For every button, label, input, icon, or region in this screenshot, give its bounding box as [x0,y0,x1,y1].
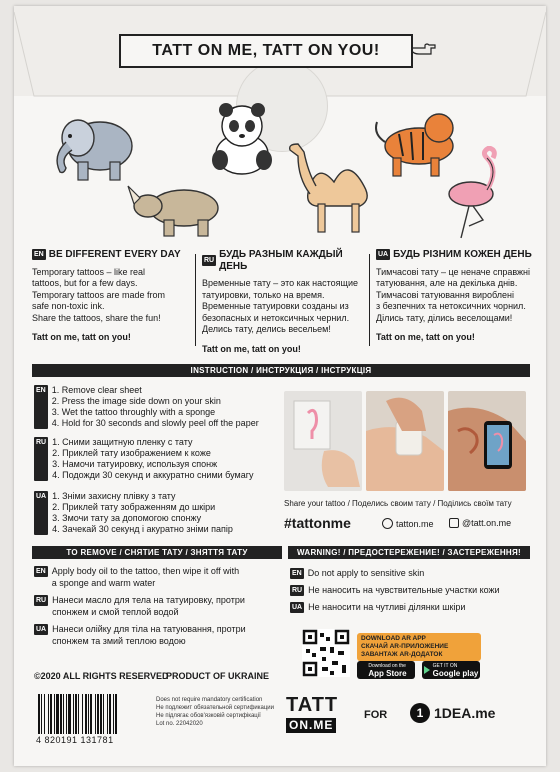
body-line: Temporary tattoos are made from [32,289,166,300]
header-box [119,34,413,68]
column-ru-footer: Tatt on me, tatt on you! [202,343,301,354]
photo-remove-sheet [284,391,362,491]
barcode-bar [78,694,79,734]
barcode-bar [115,694,117,734]
body-line: Ділись тату, ділись веселощами! [376,312,513,323]
body-line: Временные татуировки созданы из [202,301,349,311]
column-ua-footer: Tatt on me, tatt on you! [376,332,475,342]
cert-line: Не підлягає обов'язковій сертифікації [156,713,261,719]
app-store-button[interactable] [357,661,415,679]
lang-tag-en: EN [34,385,48,429]
header [119,34,419,70]
remove-line: спонжем та змий теплою водою [52,635,186,646]
barcode-bar [41,694,42,734]
barcode-bar [50,694,52,734]
body-line: Тимчасові тату – це неначе справжні [376,266,531,277]
download-ar-banner[interactable] [357,633,481,661]
googleplay-label: Google play [432,669,479,678]
hashtag: #tattonme [284,515,351,531]
barcode-bar [85,694,87,734]
photo-wet-sponge [366,391,444,491]
logo-top: TATT [286,694,339,716]
instagram-link[interactable] [449,518,511,528]
barcode-bar [44,694,45,734]
barcode-bar [107,694,108,734]
remove-line: Нанеси олійку для тіла на татуювання, протри [52,624,246,634]
remove-band: TO REMOVE / СНЯТИЕ ТАТУ / ЗНЯТТЯ ТАТУ [32,546,282,559]
steps-ru [34,437,254,481]
lang-tag-en: EN [36,568,46,575]
remove-item-ru [34,595,284,618]
lang-tag-ru: RU [34,437,48,481]
tattoo-package-back [14,6,546,766]
step-line: 1. Сними защитную пленку с тату [52,437,193,447]
column-en-title-row [32,249,202,261]
cert-line: Не подлежит обязательной сертификации [156,705,274,711]
barcode-bar [100,694,102,734]
step-line: 4. Hold for 30 seconds and slowly peel off the paper [51,418,259,428]
pointing-hand-icon [411,40,437,60]
photo-ar-app [448,391,526,491]
column-ua [376,249,546,344]
panda-illustration [204,98,279,178]
instagram-handle: @tatt.on.me [462,518,512,528]
barcode-bar [103,694,104,734]
remove-line: a sponge and warm water [51,577,156,588]
lang-tag-ua: UA [378,251,389,259]
step-line: 2. Press the image side down on your skin [51,396,221,406]
body-line: Share the tattoos, share the fun! [32,312,161,323]
barcode-bar [73,694,74,734]
column-en-title: BE DIFFERENT EVERY DAY [48,249,181,260]
warning-item-ua [290,602,534,613]
column-divider [369,254,370,346]
download-line: СКАЧАЙ AR-ПРИЛОЖЕНИЕ [361,643,449,650]
barcode-bar [48,694,49,734]
step-line: 3. Намочи татуировку, используя спонж [52,459,218,469]
warning-text: Не наносить на чувствительные участки кожи [308,585,500,595]
barcode-bar [97,694,99,734]
column-ru-title-row [202,249,372,272]
column-en-footer: Tatt on me, tatt on you! [32,332,131,342]
instagram-icon [449,518,459,528]
barcode-bar [38,694,40,734]
google-play-button[interactable] [422,661,480,679]
warning-text: Не наносити на чутливі ділянки шкіри [308,602,466,612]
origin: PRODUCT OF UKRAINE [166,671,269,681]
column-ua-body [376,267,546,325]
step-line: 2. Приклей тату зображенням до шкіри [52,502,216,512]
barcode-bar [63,694,64,734]
column-ua-title: БУДЬ РІЗНИМ КОЖЕН ДЕНЬ [393,249,532,260]
barcode-bar [88,694,89,734]
download-line: ЗАВАНТАЖ AR-ДОДАТОК [361,651,443,658]
barcode-bar [75,694,77,734]
barcode-bar [56,694,59,734]
barcode-bar [68,694,71,734]
body-line: Тимчасові татуювання вироблені [376,289,514,300]
column-en [32,249,202,344]
download-line: DOWNLOAD AR APP [361,635,426,642]
body-line: tattoos, but for a few days. [32,278,138,288]
share-caption: Share your tattoo / Поделись своим тату / Поділись своїм тату [284,499,512,508]
step-line: 2. Приклей тату изображением к коже [52,448,211,458]
step-line: 4. Подожди 30 секунд и аккуратно сними бумагу [52,470,254,480]
column-divider [195,254,196,346]
body-line: безопасных и нетоксичных чернил. [202,312,350,323]
step-line: 3. Змочи тату за допомогою спонжу [52,513,202,523]
lang-tag-ua: UA [34,491,48,535]
column-ru [202,249,372,355]
column-ru-title: БУДЬ РАЗНЫМ КАЖДЫЙ ДЕНЬ [219,249,343,272]
certification-text [156,696,274,728]
lang-tag-ru: RU [292,587,303,594]
lang-tag-ua: UA [292,604,303,611]
partner-name: 1DEA.me [434,705,496,721]
barcode-bar [113,694,114,734]
body-line: Temporary tattoos – like real [32,266,146,277]
barcode-bar [95,694,96,734]
appstore-label: App Store [368,669,407,678]
lang-tag-ua: UA [36,626,47,633]
flamingo-illustration [439,146,509,241]
warning-text: Do not apply to sensitive skin [307,568,425,578]
lang-tag-en: EN [292,570,302,577]
steps-ua [34,491,233,535]
column-ua-title-row [376,249,546,261]
remove-line: Apply body oil to the tattoo, then wipe it off with [51,566,240,576]
logo-bottom: ON.ME [286,718,336,733]
globe-icon [382,518,393,529]
play-triangle-icon [424,666,430,674]
body-line: з безпечних та нетоксичних чорнил. [376,301,526,311]
column-ru-body [202,278,372,336]
barcode-number: 4 820191 131781 [36,735,114,745]
body-line: татуювання, але на декілька днів. [376,278,518,288]
column-en-body [32,267,202,325]
copyright: ©2020 ALL RIGHTS RESERVED [34,671,169,681]
remove-line: Нанеси масло для тела на татуировку, протри [52,595,245,605]
step-line: 3. Wet the tattoo throughly with a sponge [51,407,216,417]
body-line: Делись тату, делись весельем! [202,324,331,334]
appstore-small-label: Download on the [368,663,406,669]
lang-tag-ru: RU [36,597,47,604]
rhino-illustration [126,176,226,241]
step-line: 4. Зачекай 30 секунд і акуратно зніми папір [52,524,233,534]
website-text: tatton.me [396,518,434,529]
body-line: safe non-toxic ink. [32,301,105,311]
website-link[interactable] [382,518,434,529]
cert-line: Does not require mandatory certification [156,697,263,703]
page-title: TATT ON ME, TATT ON YOU! [152,42,380,59]
remove-item-ua [34,624,284,647]
warning-list [290,568,534,613]
camel-illustration [276,138,381,238]
body-line: Временные тату – это как настоящие [202,278,358,288]
barcode-bar [60,694,62,734]
barcode-bar [66,694,67,734]
barcode-bar [90,694,92,734]
remove-item-en [34,566,284,589]
tatt-on-me-logo [286,696,338,733]
lang-tag-en: EN [34,251,44,259]
barcode-bar [109,694,111,734]
partner-logo-mark: 1 [410,703,430,723]
step-line: 1. Remove clear sheet [51,385,142,395]
for-label: FOR [364,709,388,721]
elephant-illustration [42,106,142,184]
remove-line: спонжем и смой теплой водой [52,606,179,617]
cert-line: Lot no. 22042020 [156,721,203,727]
instruction-band: INSTRUCTION / ИНСТРУКЦИЯ / ІНСТРУКЦІЯ [32,364,530,377]
warning-band: WARNING! / ПРЕДОСТЕРЕЖЕНИЕ! / ЗАСТЕРЕЖЕННЯ! [288,546,530,559]
lang-tag-ru: RU [204,257,215,264]
barcode-bar [82,694,83,734]
remove-list [34,566,284,647]
googleplay-small-label: GET IT ON [432,663,458,669]
barcode-bar [54,694,55,734]
barcode-icon [36,694,144,734]
qr-code-icon[interactable] [302,629,350,677]
steps-en [34,385,259,429]
step-line: 1. Зніми захисну плівку з тату [52,491,176,501]
warning-item-en [290,568,534,579]
body-line: татуировки, только на время. [202,289,325,300]
warning-item-ru [290,585,534,596]
